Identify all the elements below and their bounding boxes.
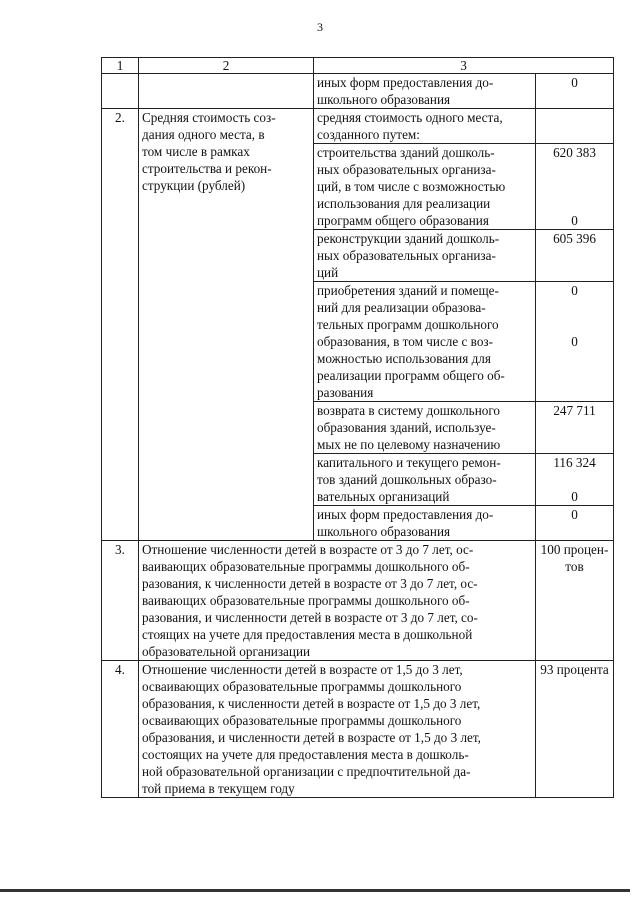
header-col-1: 1 (102, 58, 139, 74)
header-col-3: 3 (314, 58, 614, 74)
value-text: 116 324 (553, 455, 596, 470)
value-text: 0 (571, 507, 578, 522)
row-number-cell: 3. (102, 541, 139, 661)
value-text-secondary: 0 (571, 334, 578, 349)
value-cell (536, 144, 614, 230)
header-col-2: 2 (139, 58, 314, 74)
value-cell (536, 109, 614, 144)
table-row (102, 541, 614, 661)
value-text-secondary: 0 (571, 489, 578, 504)
value-cell (536, 282, 614, 402)
value-text: 620 383 (553, 145, 596, 160)
page-number: 3 (317, 20, 323, 34)
row-number-cell: 2. (102, 109, 139, 541)
row-number-cell (102, 74, 139, 109)
value-cell (536, 506, 614, 541)
value-text: 247 711 (553, 403, 596, 418)
bottom-rule (0, 889, 630, 892)
method-cell: капитального и текущего ремон- тов зданий дошкольных образо- вательных организаций (314, 454, 536, 506)
method-cell: строительства зданий дошколь- ных образовательных организа- ций, в том числе с возможностью использования для реализации программ общего образования (314, 144, 536, 230)
value-cell (536, 402, 614, 454)
indicators-table (101, 57, 614, 798)
indicator-cell (139, 74, 314, 109)
value-cell: 0 (536, 74, 614, 109)
method-cell: иных форм предоставления до- школьного образования (314, 74, 536, 109)
method-cell: иных форм предоставления до- школьного образования (314, 506, 536, 541)
value-cell (536, 454, 614, 506)
table-row (102, 661, 614, 798)
value-text: 605 396 (553, 231, 596, 246)
table-row (102, 109, 614, 144)
indicator-cell: Средняя стоимость соз- дания одного места, в том числе в рамках строительства и рекон- струкции (рублей) (139, 109, 314, 541)
method-cell: возврата в систему дошкольного образования зданий, используе- мых не по целевому назначению (314, 402, 536, 454)
method-cell: реконструкции зданий дошколь- ных образовательных организа- ций (314, 230, 536, 282)
value-cell: 100 процен- тов (536, 541, 614, 661)
value-text-secondary: 0 (571, 213, 578, 228)
method-subheader: средняя стоимость одного места, созданного путем: (314, 109, 536, 144)
indicator-cell: Отношение численности детей в возрасте от 3 до 7 лет, ос- ваивающих образовательные программы дошкольного об- разования, к численности детей в возрасте от 3 до 7 лет, ос- ваивающих образовательные программы дошкольного об- разования, и численности детей в возрасте от 3 до 7 лет, со- стоящих на учете для предоставления места в дошкольной образовательной организации (139, 541, 536, 661)
row-number-cell: 4. (102, 661, 139, 798)
table-row (102, 74, 614, 109)
method-cell: приобретения зданий и помеще- ний для реализации образова- тельных программ дошкольного образования, в том числе с воз- можностью использования для реализации программ общего об- разования (314, 282, 536, 402)
table-header-row (102, 58, 614, 74)
value-text: 0 (571, 283, 578, 298)
value-cell (536, 230, 614, 282)
indicator-cell: Отношение численности детей в возрасте от 1,5 до 3 лет, осваивающих образовательные программы дошкольного образования, к численности детей в возрасте от 1,5 до 3 лет, осваивающих образовательные программы дошкольного образования, и численности детей в возрасте от 1,5 до 3 лет, состоящих на учете для предоставления места в дошколь- ной образовательной организации с предпочтительной да- той приема в текущем году (139, 661, 536, 798)
value-cell: 93 процента (536, 661, 614, 798)
